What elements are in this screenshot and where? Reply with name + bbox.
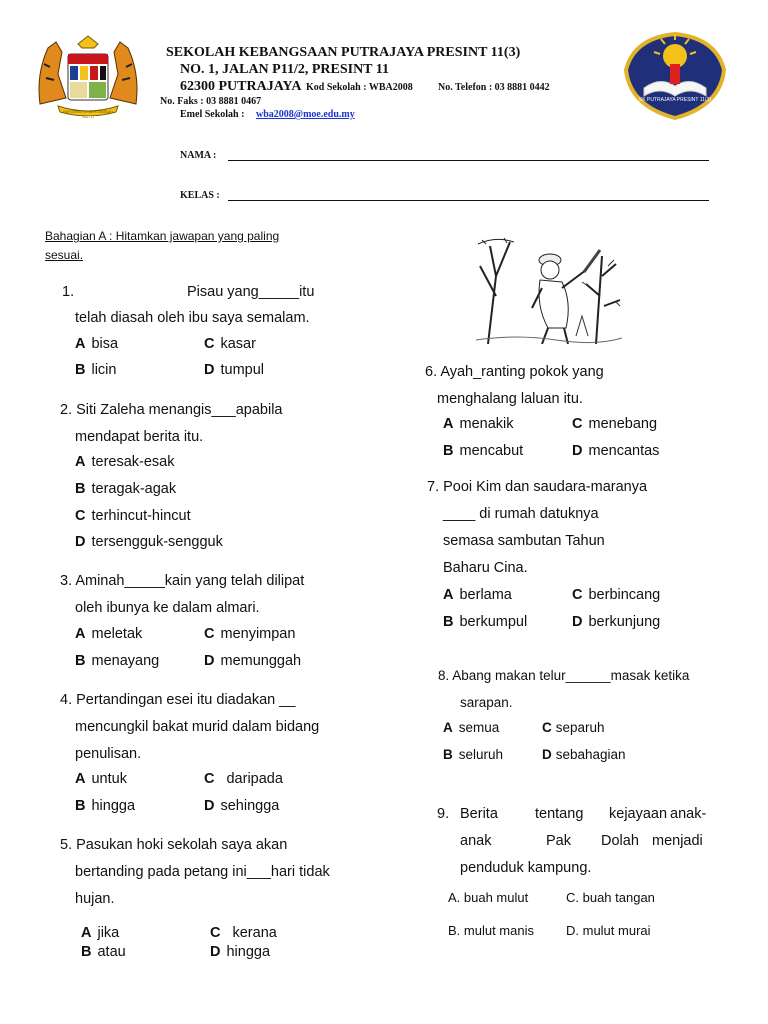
q9-word-1: Berita bbox=[460, 806, 498, 822]
q7-option-a[interactable]: A berlama bbox=[443, 587, 512, 603]
q9-word-5: anak bbox=[460, 833, 492, 849]
q8-option-d[interactable]: D sebahagian bbox=[542, 747, 626, 762]
section-instruction-2: sesuai. bbox=[45, 248, 84, 262]
class-label: KELAS : bbox=[180, 190, 220, 201]
q2-option-c[interactable]: C terhincut-hincut bbox=[75, 508, 191, 524]
q4-text-1: 4. Pertandingan esei itu diadakan __ bbox=[60, 692, 296, 708]
q7-text-4: Baharu Cina. bbox=[443, 560, 528, 576]
school-logo bbox=[620, 30, 730, 122]
q6-text-2: menghalang laluan itu. bbox=[437, 391, 583, 407]
q2-text-1: 2. Siti Zaleha menangis___apabila bbox=[60, 402, 283, 418]
coat-of-arms-crest bbox=[32, 34, 144, 116]
q6-option-c[interactable]: C menebang bbox=[572, 416, 658, 432]
q3-option-d[interactable]: D memunggah bbox=[204, 653, 302, 669]
q5-text-3: hujan. bbox=[75, 891, 115, 907]
q3-option-a[interactable]: A meletak bbox=[75, 626, 143, 642]
q5-option-d[interactable]: D hingga bbox=[210, 944, 271, 960]
q4-option-d[interactable]: D sehingga bbox=[204, 798, 280, 814]
q9-text-3: penduduk kampung. bbox=[460, 860, 592, 876]
q3-option-b[interactable]: B menayang bbox=[75, 653, 160, 669]
q9-word-8: menjadi bbox=[652, 833, 703, 849]
q9-option-d[interactable]: D. mulut murai bbox=[566, 923, 651, 938]
q4-text-2: mencungkil bakat murid dalam bidang bbox=[75, 719, 320, 735]
q3-text-2: oleh ibunya ke dalam almari. bbox=[75, 600, 260, 616]
q1-option-a[interactable]: A bisa bbox=[75, 336, 119, 352]
school-address-2: 62300 PUTRAJAYA bbox=[180, 79, 302, 94]
q4-text-3: penulisan. bbox=[75, 746, 142, 762]
q1-text-1: Pisau yang_____itu bbox=[187, 284, 315, 300]
school-address-1: NO. 1, JALAN P11/2, PRESINT 11 bbox=[180, 62, 389, 77]
class-line[interactable] bbox=[228, 200, 709, 201]
q9-option-b[interactable]: B. mulut manis bbox=[448, 923, 534, 938]
q2-option-b[interactable]: B teragak-agak bbox=[75, 481, 177, 497]
q6-option-b[interactable]: B mencabut bbox=[443, 443, 524, 459]
school-email-label: Emel Sekolah : bbox=[180, 109, 245, 120]
q1-text-2: telah diasah oleh ibu saya semalam. bbox=[75, 310, 310, 326]
q5-option-c[interactable]: C kerana bbox=[210, 925, 277, 941]
q7-option-c[interactable]: C berbincang bbox=[572, 587, 661, 603]
q7-text-1: 7. Pooi Kim dan saudara-maranya bbox=[427, 479, 648, 495]
q1-number: 1. bbox=[62, 284, 75, 300]
q9-word-3: kejayaan bbox=[609, 806, 668, 822]
crest-banner-text: BERSEKUTU BERTAMBAH MUTU bbox=[62, 109, 114, 119]
q2-option-a[interactable]: A teresak-esak bbox=[75, 454, 175, 470]
q5-text-1: 5. Pasukan hoki sekolah saya akan bbox=[60, 837, 288, 853]
q9-word-4: anak- bbox=[670, 806, 707, 822]
q3-text-1: 3. Aminah_____kain yang telah dilipat bbox=[60, 573, 305, 589]
q1-option-b[interactable]: B licin bbox=[75, 362, 117, 378]
q2-text-2: mendapat berita itu. bbox=[75, 429, 204, 445]
section-instruction-1: Bahagian A : Hitamkan jawapan yang paling bbox=[45, 229, 280, 243]
illustration-man-pruning-tree bbox=[476, 236, 622, 344]
q3-option-c[interactable]: C menyimpan bbox=[204, 626, 296, 642]
q8-text-2: sarapan. bbox=[460, 695, 513, 710]
q6-text-1: 6. Ayah_ranting pokok yang bbox=[425, 364, 604, 380]
q9-word-6: Pak bbox=[546, 833, 571, 849]
q6-option-a[interactable]: A menakik bbox=[443, 416, 514, 432]
q9-option-a[interactable]: A. buah mulut bbox=[448, 890, 529, 905]
q8-text-1: 8. Abang makan telur______masak ketika bbox=[438, 668, 690, 683]
q1-option-c[interactable]: C kasar bbox=[204, 336, 256, 352]
school-code: Kod Sekolah : WBA2008 bbox=[306, 82, 413, 93]
school-telephone: No. Telefon : 03 8881 0442 bbox=[438, 82, 550, 93]
q8-option-a[interactable]: A semua bbox=[443, 720, 500, 735]
q2-option-d[interactable]: D tersengguk-sengguk bbox=[75, 534, 223, 550]
q7-option-d[interactable]: D berkunjung bbox=[572, 614, 661, 630]
q8-option-b[interactable]: B seluruh bbox=[443, 747, 504, 762]
q1-option-d[interactable]: D tumpul bbox=[204, 362, 265, 378]
q7-option-b[interactable]: B berkumpul bbox=[443, 614, 528, 630]
q7-text-2: ____ di rumah datuknya bbox=[443, 506, 599, 522]
q4-option-b[interactable]: B hingga bbox=[75, 798, 136, 814]
q7-text-3: semasa sambutan Tahun bbox=[443, 533, 605, 549]
school-logo-text: SK PUTRAJAYA PRESINT 11(3) bbox=[638, 97, 712, 103]
school-fax: No. Faks : 03 8881 0467 bbox=[160, 96, 262, 107]
school-email-link[interactable]: wba2008@moe.edu.my bbox=[256, 109, 355, 120]
name-label: NAMA : bbox=[180, 150, 217, 161]
q9-number: 9. bbox=[437, 806, 450, 822]
q5-option-b[interactable]: B atau bbox=[81, 944, 126, 960]
q8-option-c[interactable]: C separuh bbox=[542, 720, 605, 735]
q9-word-7: Dolah bbox=[601, 833, 639, 849]
q4-option-c[interactable]: C daripada bbox=[204, 771, 283, 787]
q5-text-2: bertanding pada petang ini___hari tidak bbox=[75, 864, 330, 880]
q4-option-a[interactable]: A untuk bbox=[75, 771, 127, 787]
q9-option-c[interactable]: C. buah tangan bbox=[566, 890, 655, 905]
school-name: SEKOLAH KEBANGSAAN PUTRAJAYA PRESINT 11(3) bbox=[166, 45, 521, 60]
name-line[interactable] bbox=[228, 160, 709, 161]
q5-option-a[interactable]: A jika bbox=[81, 925, 120, 941]
q9-word-2: tentang bbox=[535, 806, 584, 822]
q6-option-d[interactable]: D mencantas bbox=[572, 443, 660, 459]
